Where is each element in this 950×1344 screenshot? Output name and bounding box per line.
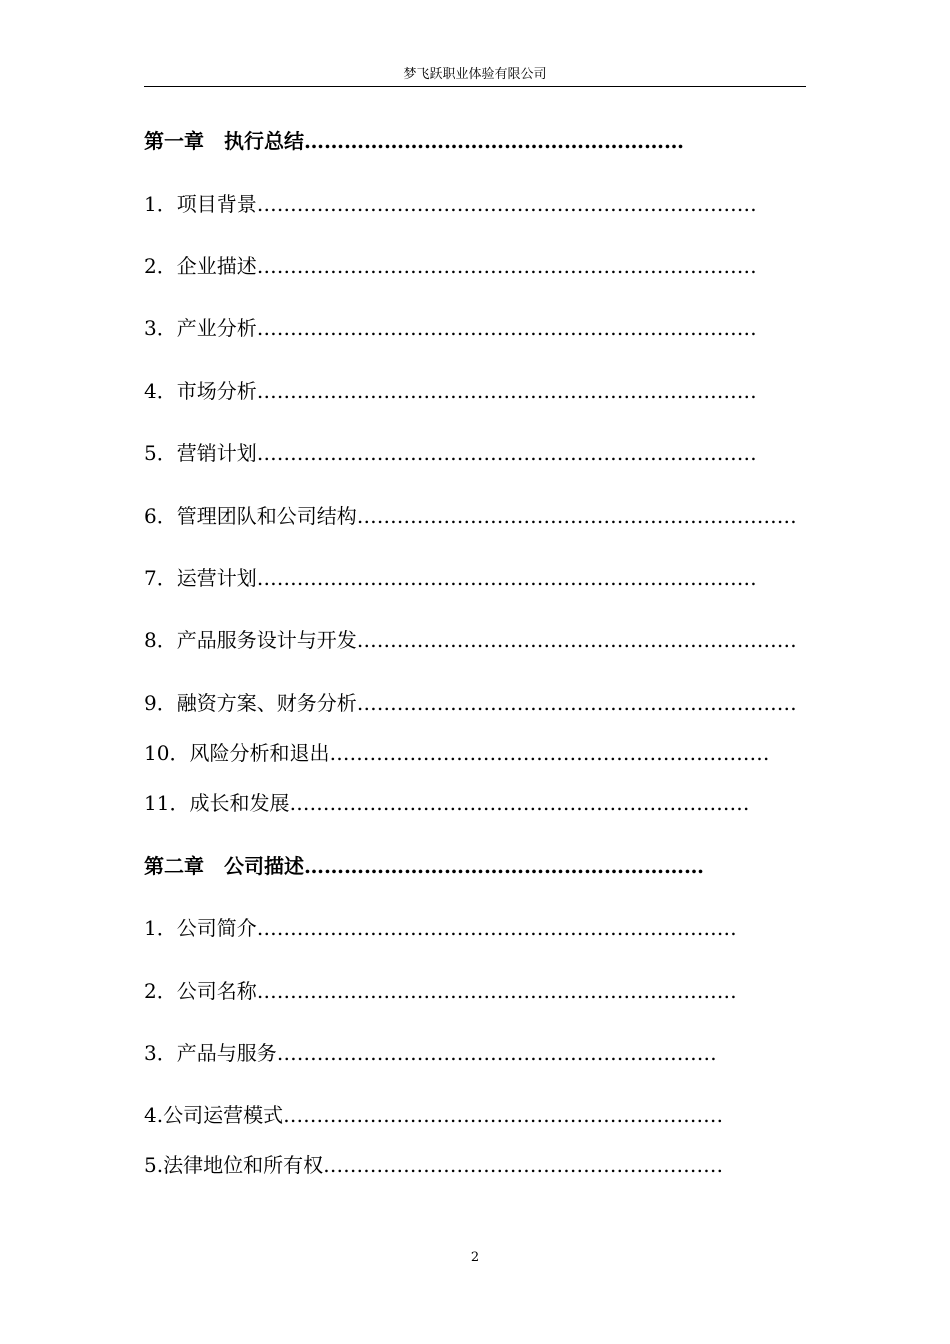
- toc-leader-dots: ……………………………………………………: [323, 1153, 724, 1177]
- toc-entry[interactable]: [144, 502, 797, 530]
- toc-leader-dots: …………………………………………………………: [329, 741, 770, 765]
- toc-entry-text: 9．融资方案、财务分析: [144, 691, 357, 715]
- running-header: 梦飞跃职业体验有限公司: [403, 67, 547, 82]
- toc-leader-dots: ………………………………………………………………: [256, 916, 737, 940]
- toc-leader-dots: ……………………………………………………………: [289, 791, 750, 815]
- toc-leader-dots: …………………………………………………………: [276, 1041, 717, 1065]
- toc-chapter-1[interactable]: [144, 127, 684, 155]
- toc-entry[interactable]: [144, 977, 737, 1005]
- toc-entry-text: 6．管理团队和公司结构: [144, 504, 357, 528]
- toc-leader-dots: …………………………………………………………………: [256, 254, 757, 278]
- toc-entry-text: 7．运营计划: [144, 566, 257, 590]
- toc-entry[interactable]: [144, 190, 757, 218]
- toc-entry[interactable]: [144, 739, 769, 767]
- toc-leader-dots: …………………………………………………………………: [256, 379, 757, 403]
- toc-entry-text: 5.法律地位和所有权: [144, 1153, 324, 1177]
- toc-entry-text: 2．公司名称: [144, 979, 257, 1003]
- toc-entry-text: 8．产品服务设计与开发: [144, 628, 357, 652]
- page-number: 2: [470, 1250, 480, 1265]
- toc-leader-dots: …………………………………………………………: [356, 504, 797, 528]
- toc-leader-dots: ………………………………………………………………: [256, 979, 737, 1003]
- toc-leader-dots: …………………………………………………………: [356, 628, 797, 652]
- toc-leader-dots: …………………………………………………………………: [256, 316, 757, 340]
- toc-entry[interactable]: [144, 252, 757, 280]
- toc-leader-dots: …………………………………………………………………: [256, 192, 757, 216]
- toc-leader-dots: …………………………………………………………………: [256, 566, 757, 590]
- toc-entry[interactable]: [144, 626, 797, 654]
- toc-entry-text: 1．项目背景: [144, 192, 257, 216]
- toc-entry[interactable]: [144, 564, 757, 592]
- toc-entry[interactable]: [144, 789, 749, 817]
- toc-leader-dots: …………………………………………………: [304, 129, 684, 153]
- toc-entry-text: 2．企业描述: [144, 254, 257, 278]
- toc-entry[interactable]: [144, 439, 757, 467]
- toc-leader-dots: …………………………………………………………: [356, 691, 797, 715]
- toc-entry-text: 第二章 公司描述: [144, 854, 304, 878]
- toc-leader-dots: …………………………………………………………: [283, 1103, 724, 1127]
- toc-entry-text: 4.公司运营模式: [144, 1103, 284, 1127]
- toc-entry-text: 10．风险分析和退出: [144, 741, 330, 765]
- toc-entry-text: 第一章 执行总结: [144, 129, 304, 153]
- toc-entry[interactable]: [144, 1151, 723, 1179]
- toc-entry-text: 4．市场分析: [144, 379, 257, 403]
- toc-entry-text: 3．产业分析: [144, 316, 257, 340]
- toc-entry[interactable]: [144, 314, 757, 342]
- toc-entry[interactable]: [144, 1101, 723, 1129]
- toc-entry-text: 5．营销计划: [144, 441, 257, 465]
- toc-leader-dots: …………………………………………………………………: [256, 441, 757, 465]
- toc-entry-text: 1．公司简介: [144, 916, 257, 940]
- toc-entry-text: 11．成长和发展: [144, 791, 290, 815]
- toc-entry[interactable]: [144, 914, 737, 942]
- toc-entry[interactable]: [144, 377, 757, 405]
- toc-leader-dots: ……………………………………………………: [304, 854, 704, 878]
- toc-entry-text: 3．产品与服务: [144, 1041, 277, 1065]
- toc-chapter-2[interactable]: [144, 852, 704, 880]
- toc-entry[interactable]: [144, 1039, 717, 1067]
- header-rule: [144, 86, 806, 87]
- toc-entry[interactable]: [144, 689, 797, 717]
